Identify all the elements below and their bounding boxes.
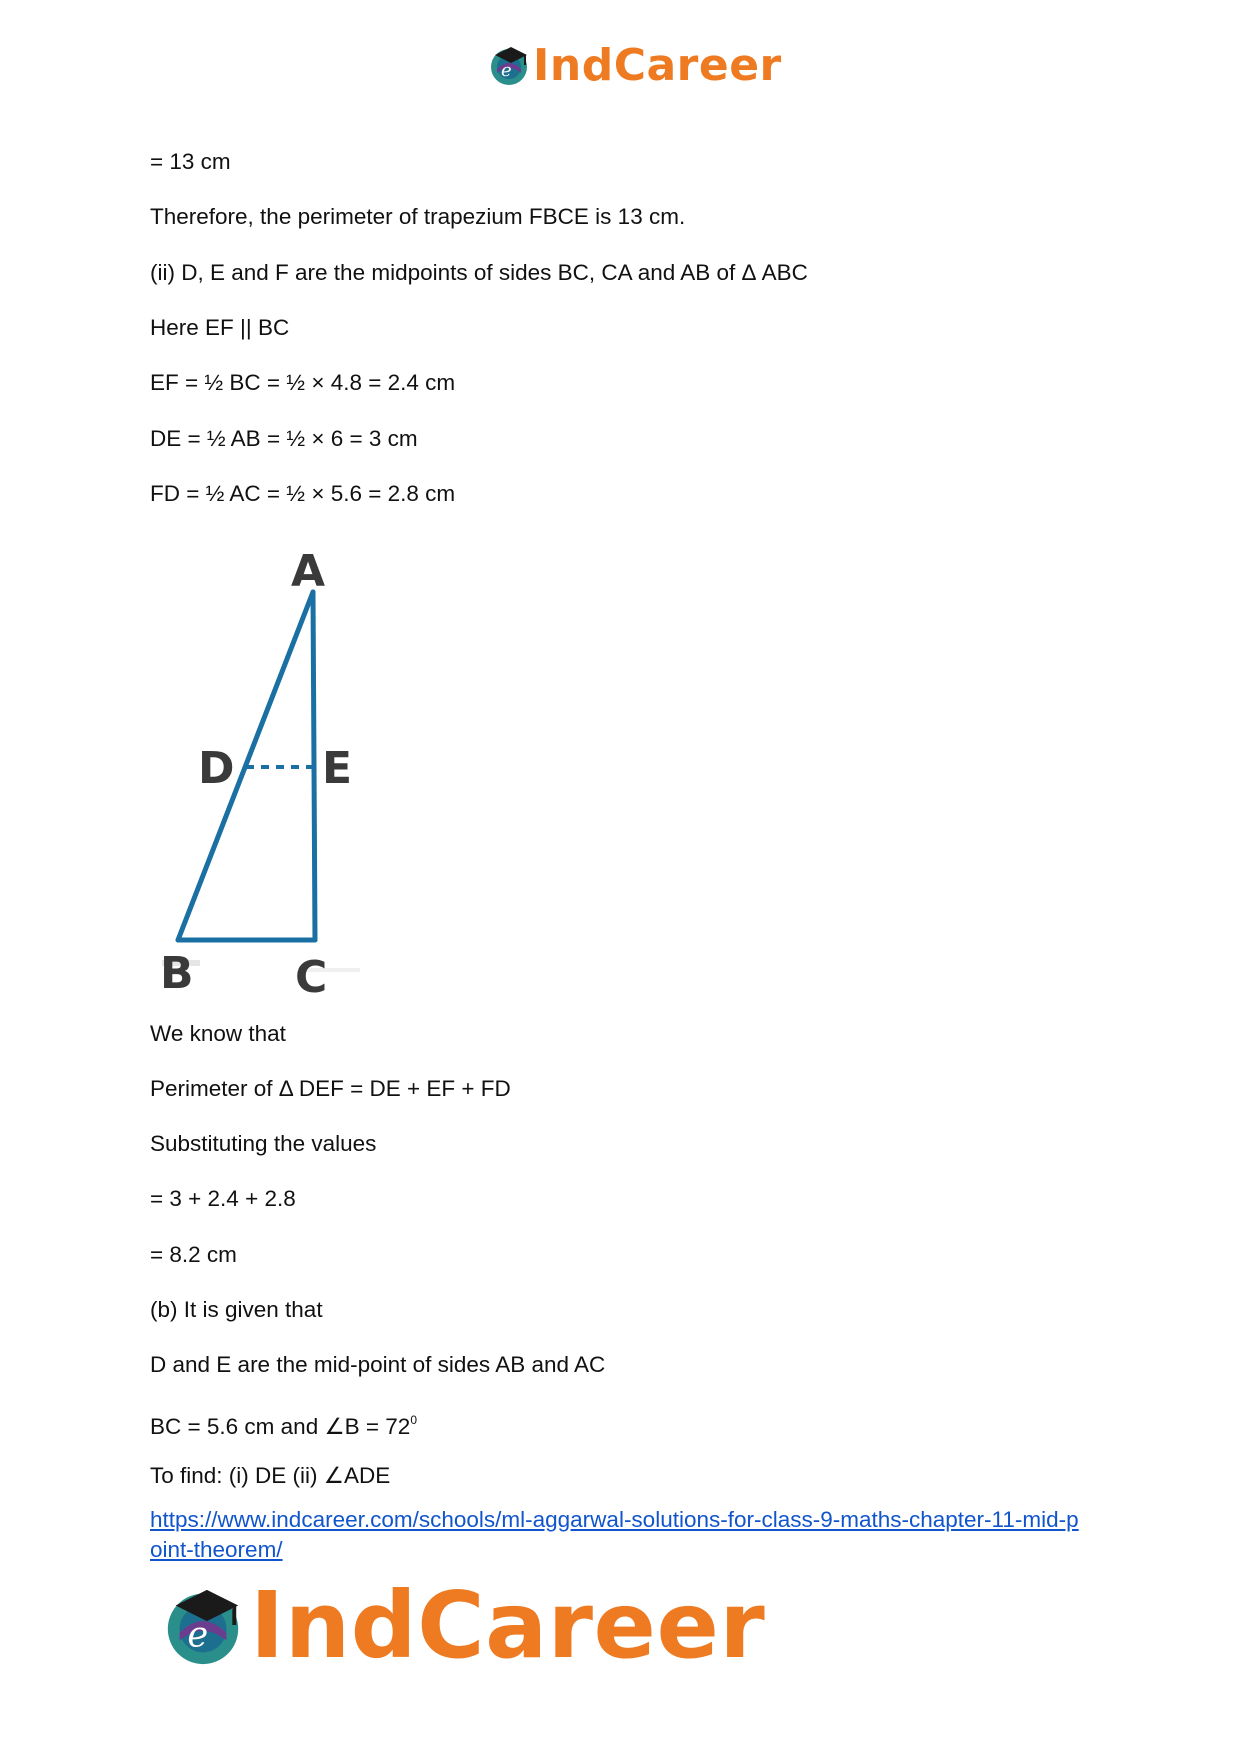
text-line: (ii) D, E and F are the midpoints of sides BC, CA and AB of Δ ABC bbox=[150, 260, 808, 285]
text-line: DE = ½ AB = ½ × 6 = 3 cm bbox=[150, 426, 418, 451]
logo-text: IndCareer bbox=[533, 39, 782, 91]
label-b: B bbox=[160, 948, 194, 999]
label-c: C bbox=[295, 952, 328, 1000]
text-line: Substituting the values bbox=[150, 1131, 377, 1156]
text-line: = 3 + 2.4 + 2.8 bbox=[150, 1186, 296, 1211]
text-line: = 8.2 cm bbox=[150, 1242, 237, 1267]
svg-text:e: e bbox=[501, 60, 512, 81]
text-line: = 13 cm bbox=[150, 149, 231, 174]
text-line: D and E are the mid-point of sides AB and AC bbox=[150, 1352, 606, 1377]
header-logo bbox=[487, 40, 782, 90]
text-line: Therefore, the perimeter of trapezium FBCE is 13 cm. bbox=[150, 204, 686, 229]
label-e: E bbox=[322, 743, 353, 794]
given-line: BC = 5.6 cm and ∠B = $72^0$ bbox=[150, 1413, 417, 1439]
text-line: To find: (i) DE (ii) ∠ADE bbox=[150, 1463, 391, 1488]
text-line: Here EF || BC bbox=[150, 315, 290, 340]
label-a: A bbox=[291, 546, 326, 597]
footer-logo bbox=[160, 1571, 766, 1679]
triangle-figure bbox=[150, 540, 380, 1000]
text-line: EF = ½ BC = ½ × 4.8 = 2.4 cm bbox=[150, 370, 456, 395]
label-d: D bbox=[198, 743, 235, 794]
text-line: FD = ½ AC = ½ × 5.6 = 2.8 cm bbox=[150, 481, 456, 506]
text-line: Perimeter of Δ DEF = DE + EF + FD bbox=[150, 1076, 511, 1101]
text-line: We know that bbox=[150, 1021, 286, 1046]
graduation-cap-icon bbox=[160, 1582, 246, 1668]
svg-text:e: e bbox=[187, 1614, 209, 1656]
degree-superscript: 0 bbox=[410, 1413, 417, 1427]
graduation-cap-icon bbox=[487, 43, 531, 87]
logo-text: IndCareer bbox=[250, 1571, 766, 1679]
text-line: (b) It is given that bbox=[150, 1297, 323, 1322]
source-link[interactable]: https://www.indcareer.com/schools/ml-aggarwal-solutions-for-class-9-maths-chapter-11-mid-point-theorem/ bbox=[150, 1507, 1079, 1562]
